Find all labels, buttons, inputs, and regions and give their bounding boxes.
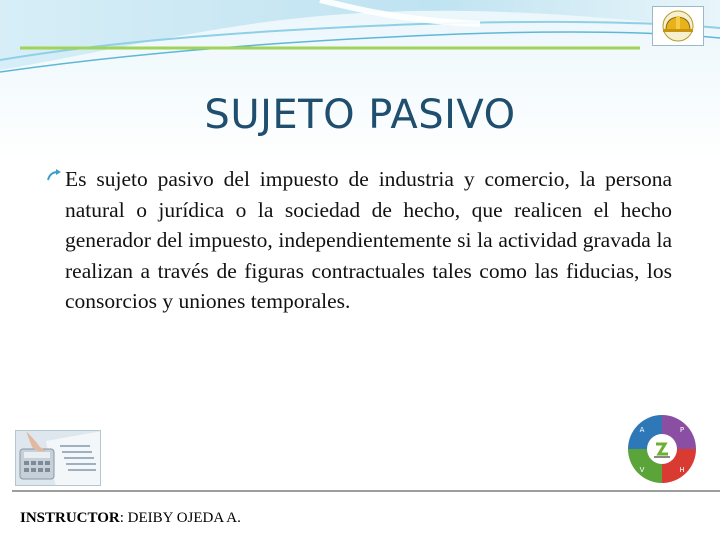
phva-cycle-icon	[620, 410, 704, 488]
slide-title: SUJETO PASIVO	[204, 92, 516, 138]
footer-label: INSTRUCTOR	[20, 510, 120, 526]
footer-instructor	[20, 510, 241, 527]
calculator-documents-photo	[15, 430, 101, 486]
cycle-label-a: A	[639, 426, 645, 434]
bullet-item	[46, 164, 672, 317]
curved-arrow-bullet-icon	[46, 168, 64, 184]
footer-name: DEIBY OJEDA A.	[123, 510, 241, 526]
bullet-text: Es sujeto pasivo del impuesto de industria y comercio, la persona natural o jurídica o la sociedad de hecho, que realicen el hecho generador del impuesto, independientemente si la actividad gravada la realizan a través de figuras contractuales tales como las fiducias, los consorcios y uniones temporales.	[65, 167, 672, 313]
header-swoosh-decoration	[0, 0, 720, 80]
cycle-label-p: P	[679, 426, 685, 434]
footer-separator: :	[119, 510, 124, 526]
cycle-label-h: H	[679, 466, 685, 474]
cycle-label-v: V	[639, 466, 645, 474]
footer-divider	[12, 490, 720, 492]
hardhat-logo-icon	[652, 6, 704, 46]
